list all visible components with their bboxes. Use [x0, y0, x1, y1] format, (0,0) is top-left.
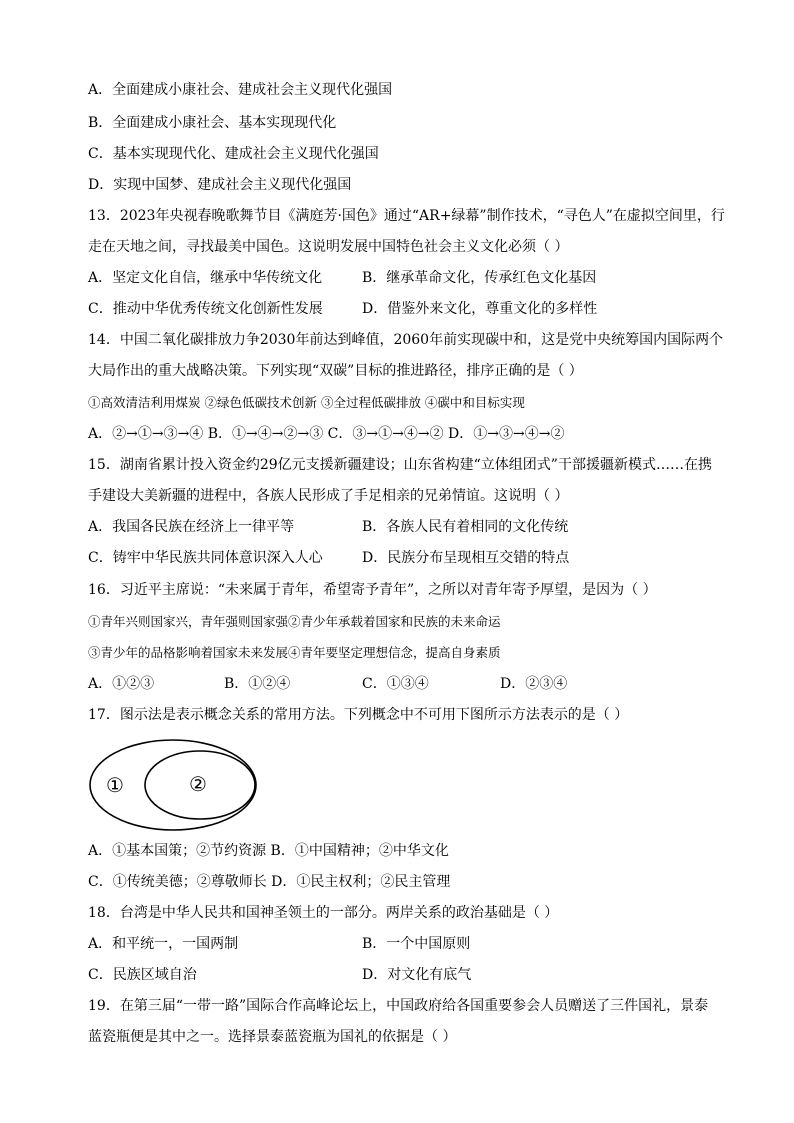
q16-stem: 16．习近平主席说：“未来属于青年，希望寄予青年”，之所以对青年寄予厚望，是因为（ ） — [88, 582, 657, 598]
q16-item-line1: ①青年兴则国家兴，青年强则国家强②青少年承载着国家和民族的未来命运 — [88, 614, 501, 629]
q15-option-c: C．铸牢中华民族共同体意识深入人心 — [88, 550, 323, 566]
q14-stem-line2: 大局作出的重大战略决策。下列实现“双碳”目标的推进路径，排序正确的是（ ） — [88, 363, 583, 379]
q13-option-a: A．坚定文化自信，继承中华传统文化 — [88, 270, 323, 286]
q17-stem: 17．图示法是表示概念关系的常用方法。下列概念中不可用下图所示方法表示的是（ ） — [88, 707, 629, 723]
q17-options-cd: C．①传统美德；②尊敬师长 D．①民主权利；②民主管理 — [88, 874, 451, 890]
q16-option-b: B．①②④ — [224, 676, 291, 692]
q12-option-b: B．全面建成小康社会、基本实现现代化 — [88, 115, 337, 131]
q19-stem-line2: 蓝瓷瓶便是其中之一。选择景泰蓝瓷瓶为国礼的依据是（ ） — [88, 1029, 457, 1045]
q18-option-b: B．一个中国原则 — [362, 936, 471, 952]
q13-stem-line1: 13．2023年央视春晚歌舞节目《满庭芳·国色》通过“AR+绿幕”制作技术，“寻色人”在虚拟空间里，行 — [88, 208, 725, 224]
q13-option-b: B．继承革命文化，传承红色文化基因 — [362, 270, 597, 286]
q16-option-c: C．①③④ — [362, 676, 429, 692]
q15-option-d: D．民族分布呈现相互交错的特点 — [362, 550, 570, 566]
q16-option-a: A．①②③ — [88, 676, 155, 692]
q19-stem-line1: 19．在第三届“一带一路”国际合作高峰论坛上，中国政府给各国重要参会人员赠送了三件国礼，景泰 — [88, 998, 709, 1014]
q18-stem: 18．台湾是中华人民共和国神圣领土的一部分。两岸关系的政治基础是（ ） — [88, 905, 559, 921]
q12-option-c: C．基本实现现代化、建成社会主义现代化强国 — [88, 146, 379, 162]
concept-diagram — [88, 738, 258, 832]
q18-option-a: A．和平统一，一国两制 — [88, 936, 239, 952]
q16-option-d: D．②③④ — [500, 676, 568, 692]
q15-option-b: B．各族人民有着相同的文化传统 — [362, 519, 569, 535]
q18-option-c: C．民族区域自治 — [88, 967, 197, 983]
q17-options-ab: A．①基本国策；②节约资源 B．①中国精神；②中华文化 — [88, 843, 449, 859]
q14-stem-line1: 14．中国二氧化碳排放力争2030年前达到峰值，2060年前实现碳中和，这是党中央统筹国内国际两个 — [88, 332, 724, 348]
q15-stem-line2: 手建设大美新疆的进程中，各族人民形成了手足相亲的兄弟情谊。这说明（ ） — [88, 488, 569, 504]
q13-option-c: C．推动中华优秀传统文化创新性发展 — [88, 301, 323, 317]
outer-label: ① — [106, 773, 124, 797]
q16-item-line2: ③青少年的品格影响着国家未来发展④青年要坚定理想信念，提高自身素质 — [88, 645, 501, 660]
q15-stem-line1: 15．湖南省累计投入资金约29亿元支援新疆建设；山东省构建“立体组团式”干部援疆新模式……在携 — [88, 457, 712, 473]
q13-stem-line2: 走在天地之间，寻找最美中国色。这说明发展中国特色社会主义文化必须（ ） — [88, 239, 569, 255]
q12-option-d: D．实现中国梦、建成社会主义现代化强国 — [88, 177, 352, 193]
q13-option-d: D．借鉴外来文化，尊重文化的多样性 — [362, 301, 598, 317]
inner-label: ② — [189, 772, 207, 796]
q15-option-a: A．我国各民族在经济上一律平等 — [88, 519, 295, 535]
q14-items: ①高效清洁利用煤炭 ②绿色低碳技术创新 ③全过程低碳排放 ④碳中和目标实现 — [88, 395, 525, 410]
q12-option-a: A．全面建成小康社会、建成社会主义现代化强国 — [88, 82, 393, 98]
q14-options: A．②→①→③→④ B．①→④→②→③ C．③→①→④→② D．①→③→④→② — [88, 426, 565, 442]
q18-option-d: D．对文化有底气 — [362, 967, 472, 983]
